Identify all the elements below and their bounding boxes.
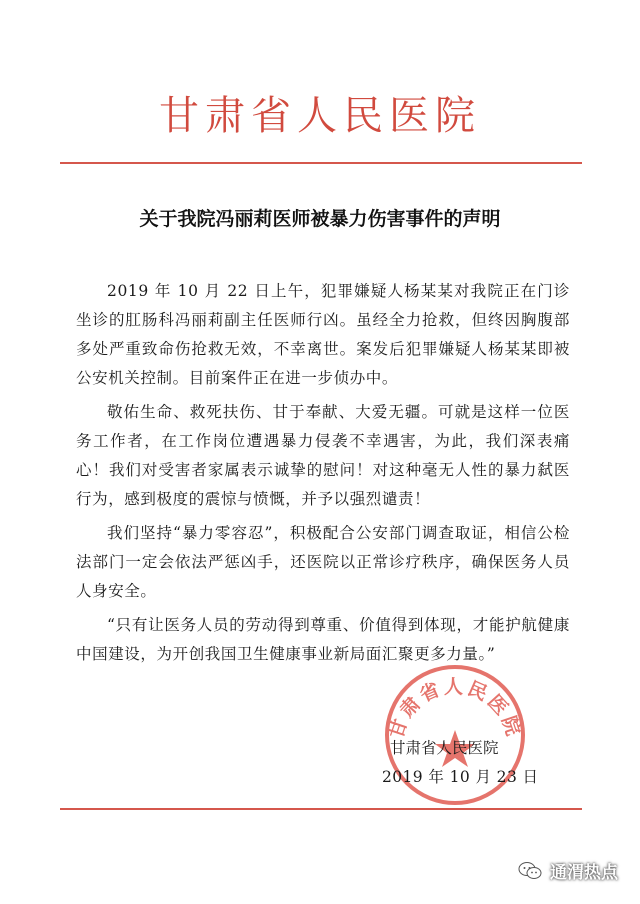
statement-title: 关于我院冯丽莉医师被暴力伤害事件的声明	[139, 208, 501, 230]
wechat-icon	[518, 861, 542, 881]
watermark-text: 通渭热点	[550, 863, 618, 883]
letterhead-top-rule	[60, 162, 582, 164]
signature-issuer: 甘肃省人民医院	[390, 739, 499, 757]
statement-paragraph-3: 我们坚持“暴力零容忍”，积极配合公安部门调查取证，相信公检法部门一定会依法严惩凶手，还医院以正常诊疗秩序，确保医务人员人身安全。	[76, 524, 570, 600]
seal-text: 甘肃省人民医院	[385, 676, 525, 742]
statement-body	[76, 277, 570, 674]
statement-paragraph-2: 敬佑生命、救死扶伤、甘于奉献、大爱无疆。可就是这样一位医务工作者，在工作岗位遭遇暴力侵袭不幸遇害，为此，我们深表痛心！我们对受害者家属表示诚挚的慰问！对这种毫无人性的暴力弑医行为，感到极度的震惊与愤慨，并予以强烈谴责！	[76, 403, 570, 508]
signature-date: 2019 年 10 月 23 日	[382, 768, 539, 786]
letterhead-bottom-rule	[60, 808, 582, 810]
statement-paragraph-4: “只有让医务人员的劳动得到尊重、价值得到体现，才能护航健康中国建设，为开创我国卫生健康事业新局面汇聚更多力量。”	[76, 616, 570, 663]
letterhead-hospital-name: 甘肃省人民医院	[159, 93, 481, 139]
account-watermark	[518, 858, 618, 883]
statement-paragraph-1: 2019 年 10 月 22 日上午，犯罪嫌疑人杨某某对我院正在门诊坐诊的肛肠科冯丽莉副主任医师行凶。虽经全力抢救，但终因胸腹部多处严重致命伤抢救无效，不幸离世。案发后犯罪嫌疑人杨某某即被公安机关控制。目前案件正在进一步侦办中。	[76, 282, 570, 387]
